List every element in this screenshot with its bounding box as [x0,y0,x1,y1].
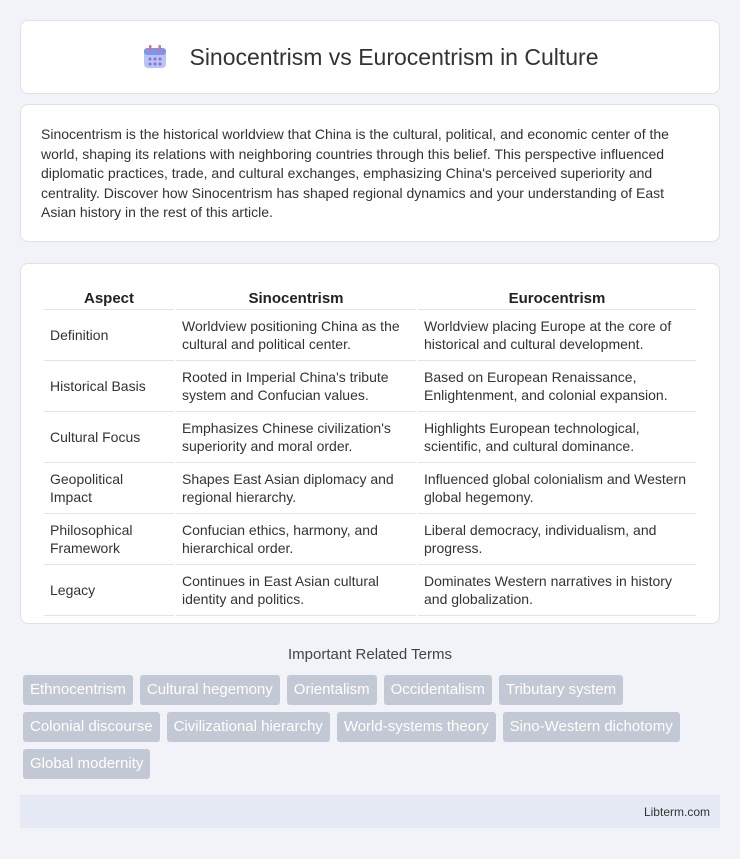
related-term-tag[interactable]: Civilizational hierarchy [167,712,330,742]
related-term-tag[interactable]: Sino-Western dichotomy [503,712,680,742]
table-row [44,412,696,463]
column-header: Eurocentrism [418,284,696,310]
comparison-table [42,284,698,616]
comparison-table-card [20,263,720,624]
table-cell: Emphasizes Chinese civilization's superiority and moral order. [176,412,416,463]
table-cell: Philosophical Framework [44,514,174,565]
table-cell: Geopolitical Impact [44,463,174,514]
intro-text: Sinocentrism is the historical worldview that China is the cultural, political, and economic center of the world, shaping its relations with neighboring countries through this belief. This perspective influenced diplomatic practices, trade, and cultural exchanges, emphasizing China's perceived superiority and centrality. Discover how Sinocentrism has shaped regional dynamics and your understanding of East Asian history in the rest of this article. [41,126,669,221]
footer [20,795,720,828]
related-terms-title: Important Related Terms [288,646,452,663]
table-cell: Definition [44,310,174,361]
calendar-icon [141,43,169,71]
table-row [44,310,696,361]
related-term-tag[interactable]: Global modernity [23,749,150,779]
table-cell: Highlights European technological, scientific, and cultural dominance. [418,412,696,463]
table-cell: Liberal democracy, individualism, and progress. [418,514,696,565]
table-row [44,361,696,412]
table-cell: Shapes East Asian diplomacy and regional hierarchy. [176,463,416,514]
column-header: Sinocentrism [176,284,416,310]
related-term-tag[interactable]: Cultural hegemony [140,675,280,705]
related-term-tag[interactable]: Ethnocentrism [23,675,133,705]
related-term-tag[interactable]: World-systems theory [337,712,496,742]
table-row [44,565,696,616]
related-terms-section [20,646,720,779]
table-cell: Rooted in Imperial China's tribute system and Confucian values. [176,361,416,412]
related-terms-list [20,675,720,779]
table-cell: Based on European Renaissance, Enlightenment, and colonial expansion. [418,361,696,412]
column-header: Aspect [44,284,174,310]
table-cell: Worldview placing Europe at the core of historical and cultural development. [418,310,696,361]
table-cell: Confucian ethics, harmony, and hierarchical order. [176,514,416,565]
table-row [44,514,696,565]
table-header-row [44,284,696,310]
table-cell: Continues in East Asian cultural identity and politics. [176,565,416,616]
table-cell: Historical Basis [44,361,174,412]
related-term-tag[interactable]: Orientalism [287,675,377,705]
header-card [20,20,720,94]
related-term-tag[interactable]: Colonial discourse [23,712,160,742]
table-cell: Cultural Focus [44,412,174,463]
table-cell: Legacy [44,565,174,616]
intro-card [20,104,720,242]
table-row [44,463,696,514]
page-title: Sinocentrism vs Eurocentrism in Culture [189,43,599,70]
table-cell: Worldview positioning China as the cultural and political center. [176,310,416,361]
table-cell: Influenced global colonialism and Western global hegemony. [418,463,696,514]
table-cell: Dominates Western narratives in history and globalization. [418,565,696,616]
footer-brand-link[interactable]: Libterm.com [643,804,710,819]
related-term-tag[interactable]: Occidentalism [384,675,492,705]
related-term-tag[interactable]: Tributary system [499,675,623,705]
